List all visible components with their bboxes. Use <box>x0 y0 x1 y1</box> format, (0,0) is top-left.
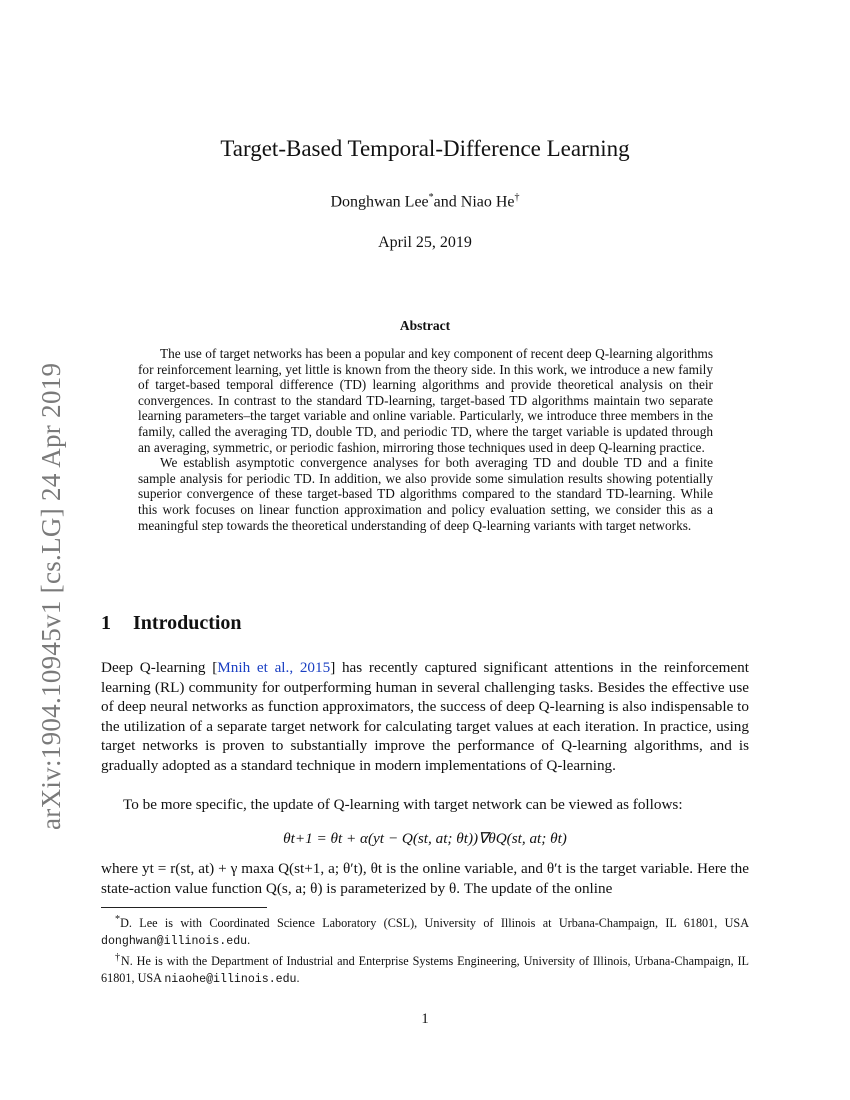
footnote-1-email: donghwan@illinois.edu <box>101 934 248 948</box>
footnotes <box>101 912 749 988</box>
footnote-2 <box>101 950 749 988</box>
section-heading-introduction <box>101 612 242 635</box>
footnote-2-mark: † <box>115 952 121 964</box>
page-number: 1 <box>421 1011 429 1027</box>
citation-link-mnih-2015[interactable]: Mnih et al., 2015 <box>217 659 331 676</box>
author-name-2: and Niao He <box>433 193 515 211</box>
footnote-divider <box>101 907 267 908</box>
section-title: Introduction <box>133 612 242 634</box>
q-learning-update-equation: θt+1 = θt + α(yt − Q(st, at; θt))∇θQ(st, at; θt) <box>283 830 567 847</box>
abstract-paragraph-1: The use of target networks has been a popular and key component of recent deep Q-learning algorithms for reinforcement learning, yet little is known from the theory side. In this work, we introduce a new family of target-based temporal difference (TD) learning algorithms and provide theoretical analysis on their convergences. In contrast to the standard TD-learning, target-based TD algorithms maintain two separate learning parameters–the target variable and online variable. Particularly, we introduce three members in the family, called the averaging TD, double TD, and periodic TD, where the target variable is updated through an averaging, symmetric, or periodic fashion, mirroring those techniques used in deep Q-learning practice. <box>138 346 713 455</box>
footnote-1-text: D. Lee is with Coordinated Science Laboratory (CSL), University of Illinois at Urbana-Champaign, IL 61801, USA <box>120 916 749 931</box>
intro-paragraph-3: where yt = r(st, at) + γ maxa Q(st+1, a; θ′t), θt is the online variable, and θ′t is the target variable. Here the state-action value function Q(s, a; θ) is parameterized by θ. The update of the online <box>101 860 749 897</box>
footnote-1 <box>101 912 749 950</box>
footnote-2-email: niaohe@illinois.edu <box>164 972 297 986</box>
abstract-paragraph-2: We establish asymptotic convergence analyses for both averaging TD and double TD and a finite sample analysis for periodic TD. In addition, we also provide some simulation results showing potentially superior convergence of these target-based TD algorithms compared to the standard TD-learning. While this work focuses on linear function approximation and policy evaluation setting, we consider this as a meaningful step towards the theoretical understanding of deep Q-learning variants with target networks. <box>138 455 713 533</box>
footnote-2-text: N. He is with the Department of Industrial and Enterprise Systems Engineering, University of Illinois, Urbana-Champaign, IL 61801, USA <box>101 954 750 985</box>
section-number: 1 <box>101 612 111 634</box>
intro-text-rest: ] has recently captured significant attentions in the reinforcement learning (RL) community for outperforming human in several challenging tasks. Besides the effective use of deep neural networks as function approximators, the success of deep Q-learning is also indispensable to the utilization of a separate target network for calculating target values at each iteration. In practice, using target networks is proven to substantially improve the performance of Q-learning algorithms, and is gradually adopted as a standard technique in modern implementations of Q-learning. <box>101 659 749 774</box>
author-2-footnote-mark: † <box>514 192 520 203</box>
intro-paragraph-2: To be more specific, the update of Q-learning with target network can be viewed as follows: <box>123 796 683 813</box>
intro-paragraph-1 <box>101 658 749 776</box>
intro-text-start: Deep Q-learning [ <box>101 659 218 676</box>
author-name-1: Donghwan Lee <box>330 193 429 211</box>
footnote-1-mark: * <box>115 914 121 925</box>
paper-date: April 25, 2019 <box>378 234 472 251</box>
arxiv-identifier-stamp: arXiv:1904.10945v1 [cs.LG] 24 Apr 2019 <box>36 362 66 830</box>
abstract-heading: Abstract <box>399 318 451 333</box>
paper-title: Target-Based Temporal-Difference Learning <box>220 136 630 161</box>
author-1-footnote-mark: * <box>428 192 434 203</box>
footnote-1-period: . <box>247 932 251 947</box>
author-line <box>100 192 750 211</box>
footnote-2-period: . <box>296 970 300 985</box>
abstract-body <box>138 346 713 533</box>
